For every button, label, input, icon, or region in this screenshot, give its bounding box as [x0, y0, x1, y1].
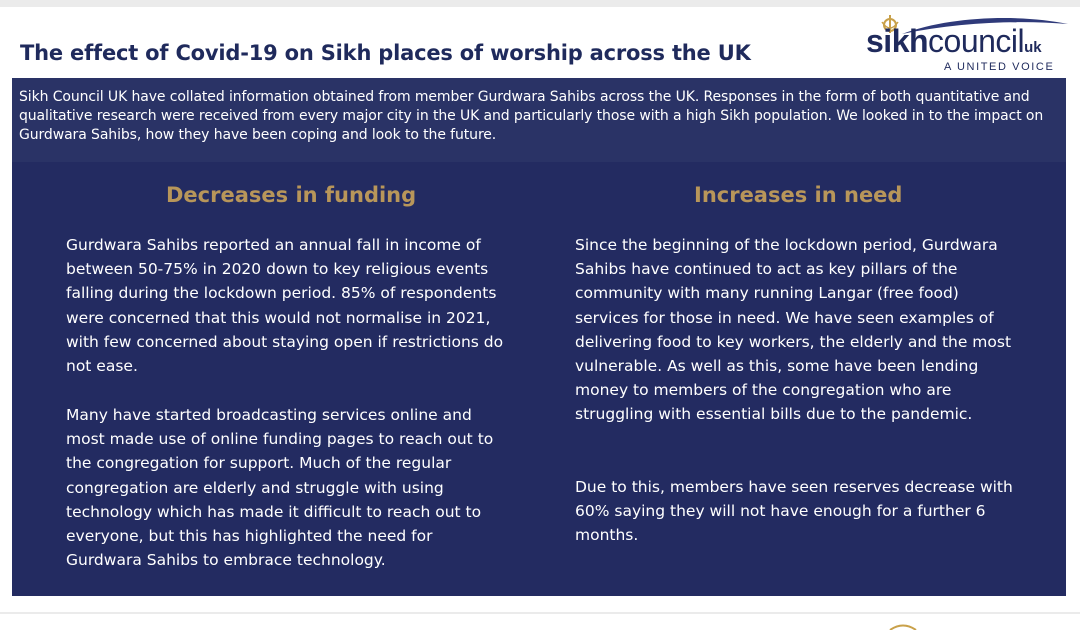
logo-uk-text: uk	[1024, 39, 1042, 56]
need-paragraph-1: Since the beginning of the lockdown period, Gurdwara Sahibs have continued to act as key pillars of the community with many running Langar (free food) services for those in need. We have seen examples of delivering food to key workers, the elderly and the most vulnerable. As well as this, some have been lending money to members of the congregation who are struggling with essential bills due to the pandemic.	[575, 236, 1012, 424]
next-slide-strip	[0, 614, 1080, 630]
next-slide-khanda-icon	[888, 623, 918, 630]
funding-paragraph-2: Many have started broadcasting services online and most made use of online funding pages to reach out to the congregation for support. Much of the regular congregation are elderly and struggle with using technology which has made it difficult to reach out to everyone, but this has highlighted the need for Gurdwara Sahibs to embrace technology.	[66, 406, 494, 570]
logo-sikh-text: sikh	[866, 23, 929, 59]
decreases-in-funding-heading: Decreases in funding	[166, 183, 417, 207]
logo-council-text: council	[928, 23, 1025, 59]
page-title: The effect of Covid-19 on Sikh places of worship across the UK	[20, 41, 751, 65]
intro-text: Sikh Council UK have collated information obtained from member Gurdwara Sahibs across the UK. Responses in the form of both quantitative and qualitative research were received from every major city in the UK and particularly those with a high Sikh population. We looked in to the impact on Gurdwara Sahibs, how they have been coping and look to the future.	[19, 89, 1044, 143]
increases-in-need-heading: Increases in need	[694, 183, 903, 207]
need-paragraph-2: Due to this, members have seen reserves decrease with 60% saying they will not have enough for a further 6 months.	[575, 478, 1013, 545]
sikh-council-logo	[862, 10, 1074, 76]
content-panel	[12, 78, 1066, 596]
logo-wordmark	[866, 25, 1042, 57]
logo-tagline: A UNITED VOICE	[944, 61, 1055, 73]
funding-paragraph-1: Gurdwara Sahibs reported an annual fall in income of between 50-75% in 2020 down to key religious events falling during the lockdown period. 85% of respondents were concerned that this would not normalise in 2021, with few concerned about staying open if restrictions do not ease.	[66, 236, 504, 376]
slide	[0, 7, 1080, 612]
